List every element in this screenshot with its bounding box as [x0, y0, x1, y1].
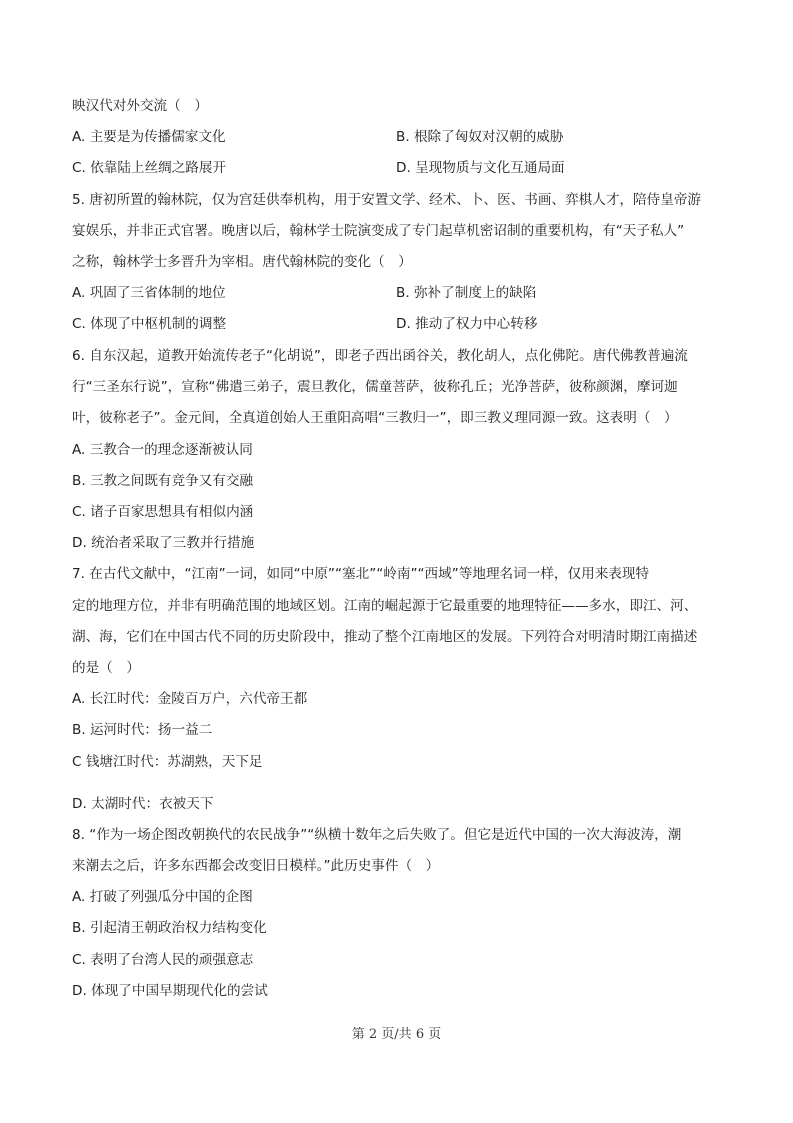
q8-option-a[interactable]: A. 打破了列强瓜分中国的企图	[72, 889, 253, 905]
q5-stem-line-2: 宴娱乐，并非正式官署。晚唐以后，翰林学士院演变成了专门起草机密诏制的重要机构，有“天子私人”	[72, 223, 685, 239]
q5-stem-line-3: 之称，翰林学士多晋升为宰相。唐代翰林院的变化（ ）	[72, 254, 412, 270]
q4-option-d[interactable]: D. 呈现物质与文化互通局面	[396, 160, 565, 176]
q8-stem-line-2: 来潮去之后，许多东西都会改变旧日模样。”此历史事件（ ）	[72, 858, 440, 874]
q5-option-d[interactable]: D. 推动了权力中心转移	[396, 316, 538, 332]
q6-option-c[interactable]: C. 诸子百家思想具有相似内涵	[72, 504, 254, 520]
q4-option-b[interactable]: B. 根除了匈奴对汉朝的威胁	[396, 129, 564, 145]
q6-stem-line-1: 6. 自东汉起，道教开始流传老子“化胡说”，即老子西出函谷关，教化胡人，点化佛陀。唐代佛教普遍流	[72, 348, 688, 364]
q4-option-c[interactable]: C. 依靠陆上丝绸之路展开	[72, 160, 227, 176]
q6-stem-line-3: 叶，彼称老子”。金元间，全真道创始人王重阳高唱“三教归一”，即三教义理同源一致。这表明（ ）	[72, 410, 678, 426]
q6-stem-line-2: 行“三圣东行说”，宣称“佛遣三弟子，震旦教化，儒童菩萨，彼称孔丘；光净菩萨，彼称颜渊，摩诃迦	[72, 379, 678, 395]
q8-option-c[interactable]: C. 表明了台湾人民的顽强意志	[72, 952, 254, 968]
q6-option-a[interactable]: A. 三教合一的理念逐渐被认同	[72, 442, 253, 458]
q5-stem-line-1: 5. 唐初所置的翰林院，仅为宫廷供奉机构，用于安置文学、经术、卜、医、书画、弈棋人才，陪侍皇帝游	[72, 192, 702, 208]
q7-option-b[interactable]: B. 运河时代：扬一益二	[72, 722, 213, 738]
q7-stem-line-1: 7. 在古代文献中，“江南”一词，如同“中原”“塞北”“岭南”“西域”等地理名词一样，仅用来表现特	[72, 566, 650, 582]
q8-option-d[interactable]: D. 体现了中国早期现代化的尝试	[72, 983, 268, 999]
q7-option-c[interactable]: C 钱塘江时代：苏湖熟，天下足	[72, 754, 263, 770]
q4-stem-tail: 映汉代对外交流（ ）	[72, 98, 208, 114]
q7-stem-line-2: 定的地理方位，并非有明确范围的地域区划。江南的崛起源于它最重要的地理特征——多水，即江、河、	[72, 598, 698, 614]
q6-option-d[interactable]: D. 统治者采取了三教并行措施	[72, 535, 255, 551]
q5-option-c[interactable]: C. 体现了中枢机制的调整	[72, 316, 227, 332]
q5-option-a[interactable]: A. 巩固了三省体制的地位	[72, 285, 226, 301]
page-number-footer: 第 2 页/共 6 页	[351, 1027, 442, 1042]
q7-stem-line-3: 湖、海，它们在中国古代不同的历史阶段中，推动了整个江南地区的发展。下列符合对明清时期江南描述	[72, 629, 698, 645]
q4-option-a[interactable]: A. 主要是为传播儒家文化	[72, 129, 226, 145]
q8-stem-line-1: 8. “作为一场企图改朝换代的农民战争”“纵横十数年之后失败了。但它是近代中国的一次大海波涛，潮	[72, 827, 682, 843]
q5-option-b[interactable]: B. 弥补了制度上的缺陷	[396, 285, 537, 301]
q8-option-b[interactable]: B. 引起清王朝政治权力结构变化	[72, 920, 267, 936]
q6-option-b[interactable]: B. 三教之间既有竞争又有交融	[72, 473, 254, 489]
q7-stem-line-4: 的是（ ）	[72, 660, 140, 676]
q7-option-a[interactable]: A. 长江时代：金陵百万户，六代帝王都	[72, 691, 308, 707]
q7-option-d[interactable]: D. 太湖时代：衣被天下	[72, 796, 214, 812]
